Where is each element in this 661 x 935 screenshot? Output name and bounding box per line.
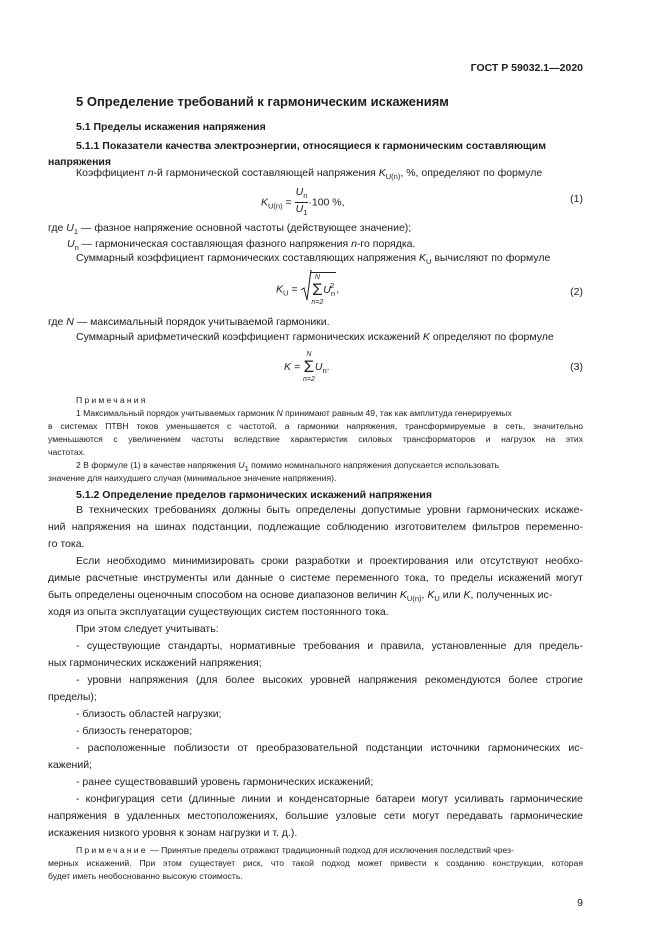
note-line-2: мерных искажений. При этом существует риск, что такой подход может привести к созданию конструкции, которая: [48, 858, 583, 868]
paragraph-line: ний напряжения на шинах подстанции, подлежащие соблюдению изготовителем фильтров переменно-: [48, 521, 583, 533]
equation-number-3: (3): [570, 361, 583, 373]
definition-un: $U_n$ — гармоническая составляющая фазного напряжения n-го порядка.: [67, 238, 416, 252]
paragraph-line: Если необходимо минимизировать сроки разработки и проектирования или отсутствуют необхо-: [76, 555, 583, 567]
formula-3: K = N Σ n=2 $U_n$.: [284, 351, 330, 383]
bullet-item-cont: кажений;: [48, 759, 92, 771]
note-2-line-2: значение для наихудшего случая (минимальное значение напряжения).: [48, 473, 337, 483]
square-root: N Σ n=2 $U_n^2$: [300, 272, 336, 307]
bullet-item: - ранее существовавший уровень гармонических искажений;: [76, 776, 374, 788]
page-number: 9: [577, 897, 583, 909]
paragraph-arithmetic-coefficient: Суммарный арифметический коэффициент гармонических искажений K определяют по формуле: [76, 331, 554, 343]
paragraph-line: го тока.: [48, 538, 85, 550]
sum-sign: N Σ n=2: [303, 351, 315, 383]
paragraph-line: быть определены оценочным способом на основе диапазонов величин $K_{U(n)}$, $K_U$ или K, полученных ис-: [48, 589, 553, 603]
bullet-item: - близость областей нагрузки;: [76, 708, 222, 720]
bullet-item: - конфигурация сети (длинные линии и конденсаторные батареи могут усиливать гармонические: [76, 793, 583, 805]
bullet-item-cont: ных гармонических искажений напряжения;: [48, 657, 262, 669]
equation-number-1: (1): [570, 193, 583, 205]
note-1-line-3: уменьшаются с увеличением частоты вследствие характеристик силовых трансформаторов и нагрузок на этих: [48, 434, 583, 444]
paragraph-total-coefficient: Суммарный коэффициент гармонических составляющих напряжения $K_U$ вычисляют по формуле: [76, 252, 551, 266]
document-id: ГОСТ Р 59032.1—2020: [470, 62, 583, 74]
sum-sign: N Σ n=2: [311, 274, 324, 306]
note-1-line-4: частотах.: [48, 447, 86, 457]
formula-1: $K_{U(n)}$ = $\frac{U_n}{U_1}$ ·100 %,: [261, 186, 345, 217]
note-1-line-1: 1 Максимальный порядок учитываемых гармоник N принимают равным 49, так как амплитуда генерируемых: [76, 408, 512, 418]
paragraph-coefficient-n: Коэффициент n-й гармонической составляющей напряжения $K_{U(n)}$, %, определяют по формуле: [76, 167, 543, 181]
paragraph-line: ходя из опыта эксплуатации существующих систем постоянного тока.: [48, 606, 389, 618]
bullet-item-cont: напряжения в удаленных местоположениях, большие узловые сети могут передавать гармонические: [48, 810, 583, 822]
note-line-3: будет иметь необоснованно высокую стоимость.: [48, 871, 243, 881]
bullet-item-cont: пределы);: [48, 691, 97, 703]
bullet-item: - уровни напряжения (для более высоких уровней напряжения рекомендуются более строгие: [76, 674, 583, 686]
bullet-item: - расположенные поблизости от преобразовательной подстанции источники гармонических ис-: [76, 742, 583, 754]
subsection-title-5-1-1: 5.1.1 Показатели качества электроэнергии, относящиеся к гармоническим составляющим: [76, 140, 546, 152]
definition-n: где N — максимальный порядок учитываемой гармоники.: [48, 316, 330, 328]
equation-number-2: (2): [570, 286, 583, 298]
definition-u1: где $U_1$ — фазное напряжение основной частоты (действующее значение);: [48, 222, 412, 236]
fraction: $\frac{U_n}{U_1}$: [295, 186, 308, 217]
formula-2: $K_U$ = N Σ n=2 $U_n^2$ ,: [276, 272, 339, 307]
paragraph-line: В технических требованиях должны быть определены допустимые уровни гармонических искаже-: [76, 504, 583, 516]
note-1-line-2: в системах ПТВН токов уменьшается с частотой, а гармоники напряжения, трансформируемые в сеть, значительно: [48, 421, 583, 431]
bullet-item: - близость генераторов;: [76, 725, 193, 737]
bullet-item-cont: искажения низкого уровня к зонам нагрузки и т. д.).: [48, 827, 298, 839]
note-line-1: Примечание — Принятые пределы отражают традиционный подход для исключения последствий чрез-: [76, 845, 514, 855]
bullet-item: - существующие стандарты, нормативные требования и правила, установленные для предель-: [76, 640, 583, 652]
paragraph-line: димые расчетные инструменты или данные о системе переменного тока, то пределы искажений могут: [48, 572, 583, 584]
notes-heading: Примечания: [76, 395, 148, 405]
note-2-line-1: 2 В формуле (1) в качестве напряжения U1 помимо номинального напряжения допускается использовать: [76, 460, 500, 473]
subsection-title-5-1-1-cont: напряжения: [48, 156, 111, 168]
subsection-title-5-1: 5.1 Пределы искажения напряжения: [76, 121, 266, 133]
subsection-title-5-1-2: 5.1.2 Определение пределов гармонических искажений напряжения: [76, 489, 433, 501]
radical-sign: [300, 270, 312, 302]
paragraph-line: При этом следует учитывать:: [76, 623, 219, 635]
section-title: 5 Определение требований к гармоническим искажениям: [76, 94, 449, 109]
